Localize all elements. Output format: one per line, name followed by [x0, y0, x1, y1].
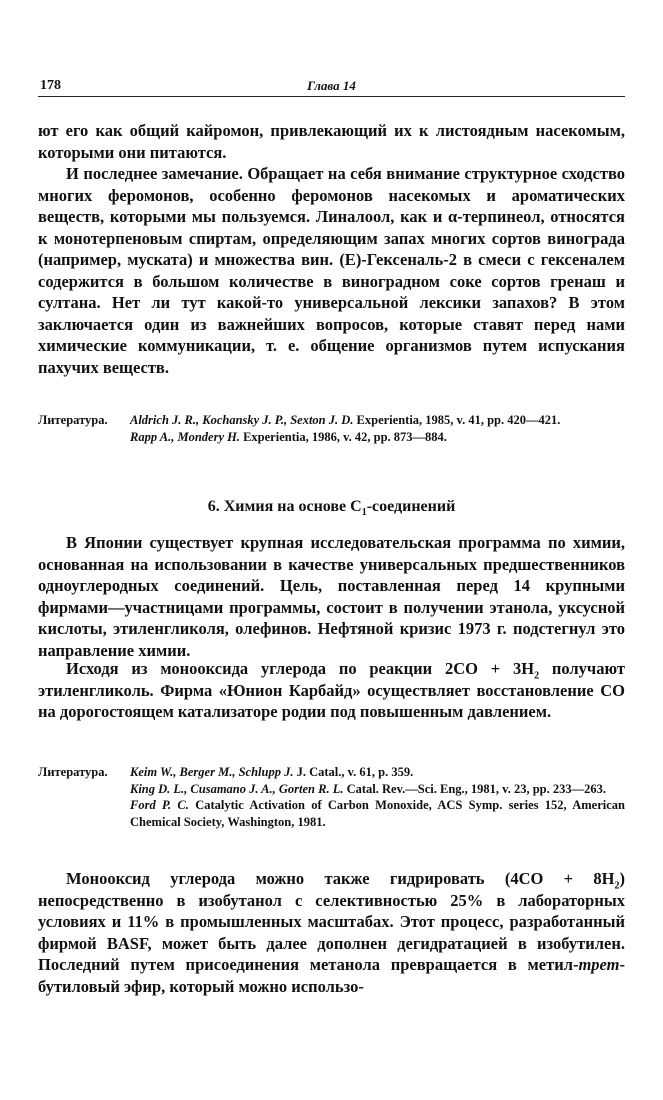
running-title: Глава 14: [307, 78, 356, 93]
section-title: 6. Химия на основе $C_1$-соединений: [207, 498, 456, 519]
reference-entry: Литература. Keim W., Berger M., Schlupp J. J. Catal., v. 61, p. 359.: [38, 765, 414, 779]
reference-entry: Rapp A., Mondery H. Experientia, 1986, v. 42, pp. 873—884.: [130, 429, 447, 444]
reference-entry: Литература. Aldrich J. R., Kochansky J. P., Sexton J. D. Experientia, 1985, v. 41, pp. 420—421.: [38, 413, 561, 427]
paragraph-ethylene-glycol: Исходя из монооксида углерода по реакции $2CO + 3H_2$ получают этиленгликоль. Фирма «Юнион Карбайд» осуществляет восстановление CO на дорогостоящем катализаторе родии под повышенным давлением.: [38, 659, 625, 721]
page-header: [38, 76, 625, 97]
references-block-2: [38, 764, 625, 830]
references-label: Литература.: [38, 765, 108, 779]
references-label: Литература.: [38, 413, 108, 427]
references-block-1: [38, 412, 625, 445]
paragraph-pheromones: И последнее замечание. Обращает на себя внимание структурное сходство многих феромонов, особенно феромонов насекомых и ароматических веществ, которыми мы пользуемся. Линалоол, как и α-терпинеол, относятся к монотерпеновым спиртам, определяющим запах многих сортов винограда (например, муската) и множества вин. (E)-Гексеналь-2 в смеси с гексеналем содержится в большом количестве в виноградном соке сортов гренаш и султана. Нет ли тут какой-то универсальной лексики запахов? В этом заключается один из важнейших вопросов, которые ставят перед нами химические коммуникации, т. е. общение организмов путем испускания пахучих веществ.: [38, 164, 625, 377]
paragraph-isobutanol: Монооксид углерода можно также гидрировать $(4CO + 8H_2)$ непосредственно в изобутанол с селективностью 25% в лабораторных условиях и 11% в промышленных масштабах. Этот процесс, разработанный фирмой BASF, может быть далее дополнен дегидратацией в изобутилен. Последний путем присоединения метанола превращается в метил-трет-бутиловый эфир, который можно использо-: [38, 869, 625, 996]
paragraph-continuation: ют его как общий кайромон, привлекающий их к листоядным насекомым, которыми они питаются.: [38, 121, 625, 162]
page-number: 178: [40, 78, 61, 93]
reference-entry: Ford P. C. Catalytic Activation of Carbon Monoxide, ACS Symp. series 152, American Chemical Society, Washington, 1981.: [130, 798, 625, 829]
reference-entry: King D. L., Cusamano J. A., Gorten R. L. Catal. Rev.—Sci. Eng., 1981, v. 23, pp. 233—263.: [130, 781, 606, 796]
paragraph-japan-program: В Японии существует крупная исследовательская программа по химии, основанная на использовании в качестве универсальных предшественников одноуглеродных соединений. Цель, поставленная перед 14 крупными фирмами—участницами программы, состоит в получении этанола, уксусной кислоты, этиленгликоля, олефинов. Нефтяной кризис 1973 г. подстегнул это направление химии.: [38, 533, 625, 660]
